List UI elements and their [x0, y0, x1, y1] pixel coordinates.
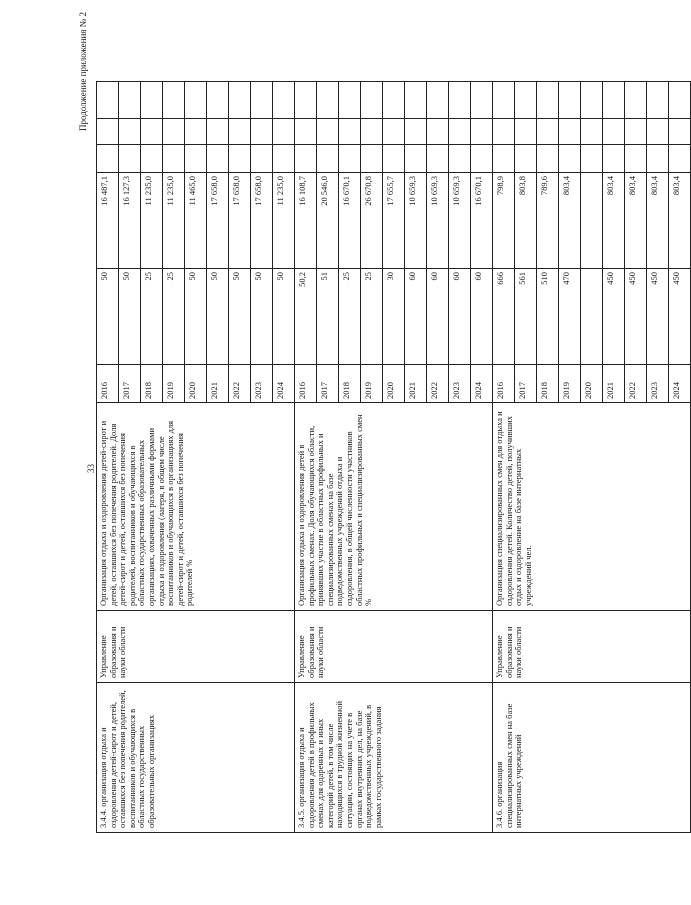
count-cell: 60 — [427, 268, 448, 364]
year-cell: 2023 — [251, 364, 272, 402]
empty-cell — [537, 82, 558, 118]
empty-cell — [383, 144, 404, 172]
empty-cell — [273, 118, 294, 144]
measure-name: 3.4.6. организация специализированных смен на базе интернатных учреждений — [493, 682, 690, 832]
empty-cell — [383, 118, 404, 144]
empty-cell — [119, 82, 140, 118]
empty-cell — [493, 144, 514, 172]
year-cell: 2021 — [207, 364, 228, 402]
empty-cell — [295, 118, 316, 144]
empty-cell — [581, 118, 602, 144]
empty-cell — [625, 144, 646, 172]
count-cell: 50,2 — [295, 268, 316, 364]
empty-cell — [163, 144, 184, 172]
year-cell: 2016 — [493, 364, 514, 402]
sum-cell — [581, 172, 602, 268]
description-text: Организация специализированных смен для отдыха и оздоровления детей. Количество детей, получивших отдых и оздоровление на базе интернатных учреждений — [494, 411, 533, 606]
count-cell: 450 — [603, 268, 624, 364]
sum-cell: 789,6 — [537, 172, 558, 268]
empty-cell — [229, 118, 250, 144]
sum-cell: 17 658,0 — [251, 172, 272, 268]
empty-cell — [581, 144, 602, 172]
empty-cell — [515, 118, 536, 144]
empty-cell — [427, 82, 448, 118]
count-cell: 60 — [405, 268, 426, 364]
sum-cell: 803,4 — [625, 172, 646, 268]
table-row — [162, 82, 184, 402]
empty-cell — [361, 82, 382, 118]
page-number: 33 — [86, 464, 96, 473]
count-cell: 510 — [537, 268, 558, 364]
count-cell: 25 — [163, 268, 184, 364]
table-row — [140, 82, 162, 402]
year-cell: 2020 — [185, 364, 206, 402]
measure-name: 3.4.5. организация отдыха и оздоровления детей в профильных сменах для одаренных и иных категорий детей, в том числе находящихся в трудной жизненной ситуации, состоящих на учете в органах внутренних дел, на базе подведомственных учреждений, в рамках государственного задания — [295, 682, 492, 832]
empty-cell — [273, 144, 294, 172]
measure-description — [493, 402, 690, 610]
sum-cell: 803,4 — [647, 172, 668, 268]
year-cell: 2020 — [383, 364, 404, 402]
empty-cell — [405, 144, 426, 172]
empty-cell — [229, 82, 250, 118]
sum-cell: 17 658,0 — [229, 172, 250, 268]
count-cell: 450 — [669, 268, 690, 364]
description-text: Организация отдыха и оздоровления детей в профильных сменах. Доля обучающихся области, принявших участие в областных профильных и специализированных сменах на базе подведомственных учреждений отдыха и оздоровления, в общей численности участников областных профильных и специализированных смен — [296, 414, 364, 606]
year-cell: 2023 — [647, 364, 668, 402]
table-section — [294, 82, 492, 832]
empty-cell — [141, 144, 162, 172]
empty-cell — [361, 144, 382, 172]
table-row — [558, 82, 580, 402]
empty-cell — [669, 144, 690, 172]
table-row — [448, 82, 470, 402]
table-section — [492, 82, 690, 832]
empty-cell — [647, 82, 668, 118]
table-row — [602, 82, 624, 402]
empty-cell — [603, 118, 624, 144]
empty-cell — [669, 118, 690, 144]
empty-cell — [317, 82, 338, 118]
measure-description — [97, 402, 294, 610]
table-row — [272, 82, 294, 402]
year-cell: 2021 — [603, 364, 624, 402]
measure-description — [295, 402, 492, 610]
empty-cell — [185, 144, 206, 172]
empty-cell — [207, 82, 228, 118]
empty-cell — [647, 144, 668, 172]
year-cell: 2016 — [295, 364, 316, 402]
year-rows — [493, 82, 690, 402]
sum-cell: 11 235,0 — [273, 172, 294, 268]
empty-cell — [625, 118, 646, 144]
count-cell: 470 — [559, 268, 580, 364]
page-heading: Продолжение приложения № 2 — [78, 12, 88, 132]
sum-cell: 17 655,7 — [383, 172, 404, 268]
empty-cell — [449, 82, 470, 118]
year-cell: 2017 — [317, 364, 338, 402]
program-table — [96, 81, 691, 833]
table-row — [470, 82, 492, 402]
empty-cell — [251, 144, 272, 172]
count-cell: 60 — [449, 268, 470, 364]
year-cell: 2017 — [119, 364, 140, 402]
empty-cell — [515, 144, 536, 172]
sum-cell: 803,8 — [515, 172, 536, 268]
empty-cell — [405, 118, 426, 144]
count-cell: 666 — [493, 268, 514, 364]
year-cell: 2020 — [581, 364, 602, 402]
empty-cell — [251, 118, 272, 144]
sum-cell: 803,4 — [669, 172, 690, 268]
count-cell: 51 — [317, 268, 338, 364]
empty-cell — [537, 118, 558, 144]
unit: % — [184, 559, 195, 567]
empty-cell — [559, 144, 580, 172]
empty-cell — [449, 144, 470, 172]
table-row — [646, 82, 668, 402]
empty-cell — [141, 82, 162, 118]
sum-cell: 798,9 — [493, 172, 514, 268]
empty-cell — [317, 118, 338, 144]
table-row — [514, 82, 536, 402]
sum-cell: 16 670,1 — [339, 172, 360, 268]
table-row — [536, 82, 558, 402]
year-cell: 2019 — [361, 364, 382, 402]
year-cell: 2018 — [339, 364, 360, 402]
count-cell: 50 — [273, 268, 294, 364]
year-cell: 2016 — [97, 364, 118, 402]
measure-name: 3.4.4. организация отдыха и оздоровления детей-сирот и детей, оставшихся без попечения родителей, воспитанников и обучающихся в областных государственных образовательных организациях — [97, 682, 294, 832]
empty-cell — [141, 118, 162, 144]
year-cell: 2021 — [405, 364, 426, 402]
empty-cell — [97, 82, 118, 118]
table-row — [206, 82, 228, 402]
year-cell: 2023 — [449, 364, 470, 402]
empty-cell — [449, 118, 470, 144]
count-cell: 30 — [383, 268, 404, 364]
executor: Управление образования и науки области — [97, 610, 294, 682]
empty-cell — [119, 118, 140, 144]
sum-cell: 16 670,1 — [471, 172, 492, 268]
table-row — [118, 82, 140, 402]
empty-cell — [427, 118, 448, 144]
sum-cell: 803,4 — [559, 172, 580, 268]
year-cell: 2022 — [427, 364, 448, 402]
sum-cell: 803,4 — [603, 172, 624, 268]
count-cell: 25 — [141, 268, 162, 364]
sum-cell: 26 670,8 — [361, 172, 382, 268]
empty-cell — [361, 118, 382, 144]
year-cell: 2018 — [537, 364, 558, 402]
empty-cell — [515, 82, 536, 118]
year-cell: 2019 — [559, 364, 580, 402]
table-row — [338, 82, 360, 402]
empty-cell — [625, 82, 646, 118]
count-cell: 60 — [471, 268, 492, 364]
year-cell: 2022 — [229, 364, 250, 402]
empty-cell — [383, 82, 404, 118]
sum-cell: 17 658,0 — [207, 172, 228, 268]
empty-cell — [581, 82, 602, 118]
table-row — [624, 82, 646, 402]
empty-cell — [339, 144, 360, 172]
year-rows — [97, 82, 294, 402]
sum-cell: 11 235,0 — [163, 172, 184, 268]
year-cell: 2024 — [669, 364, 690, 402]
count-cell: 25 — [361, 268, 382, 364]
table-row — [668, 82, 690, 402]
executor: Управление образования и науки области — [295, 610, 492, 682]
table-row — [316, 82, 338, 402]
year-cell: 2024 — [471, 364, 492, 402]
table-row — [295, 82, 316, 402]
empty-cell — [119, 144, 140, 172]
empty-cell — [185, 82, 206, 118]
year-rows — [295, 82, 492, 402]
table-row — [580, 82, 602, 402]
table-row — [250, 82, 272, 402]
empty-cell — [97, 144, 118, 172]
count-cell: 50 — [229, 268, 250, 364]
empty-cell — [559, 118, 580, 144]
year-cell: 2024 — [273, 364, 294, 402]
year-cell: 2022 — [625, 364, 646, 402]
table-row — [493, 82, 514, 402]
empty-cell — [97, 118, 118, 144]
empty-cell — [295, 82, 316, 118]
empty-cell — [251, 82, 272, 118]
description-text: Организация отдыха и оздоровления детей-сирот и детей, оставшихся без попечения родителей. Доля детей-сирот и детей, оставшихся без попечения родителей, воспитанников и обучающихся в областных государственных образовательных организациях, охваченных различными формами отдыха и оздоровления (лагеря, в общем числе воспитанников и обучающихся в организациях для детей-сирот и детей, оставшихся без попечения родителей — [98, 420, 195, 606]
count-cell: 450 — [625, 268, 646, 364]
sum-cell: 11 465,0 — [185, 172, 206, 268]
empty-cell — [427, 144, 448, 172]
empty-cell — [537, 144, 558, 172]
empty-cell — [405, 82, 426, 118]
empty-cell — [295, 144, 316, 172]
year-cell: 2019 — [163, 364, 184, 402]
empty-cell — [603, 82, 624, 118]
empty-cell — [493, 118, 514, 144]
sum-cell: 10 659,3 — [427, 172, 448, 268]
count-cell: 50 — [185, 268, 206, 364]
table-row — [404, 82, 426, 402]
table-section — [97, 82, 294, 832]
table-row — [360, 82, 382, 402]
empty-cell — [229, 144, 250, 172]
year-cell: 2018 — [141, 364, 162, 402]
empty-cell — [471, 118, 492, 144]
empty-cell — [603, 144, 624, 172]
sum-cell: 10 659,3 — [449, 172, 470, 268]
sum-cell: 10 659,3 — [405, 172, 426, 268]
empty-cell — [339, 118, 360, 144]
sum-cell: 20 546,0 — [317, 172, 338, 268]
unit: % — [363, 598, 374, 606]
empty-cell — [669, 82, 690, 118]
empty-cell — [559, 82, 580, 118]
empty-cell — [207, 144, 228, 172]
count-cell: 50 — [251, 268, 272, 364]
empty-cell — [647, 118, 668, 144]
table-row — [426, 82, 448, 402]
count-cell: 25 — [339, 268, 360, 364]
count-cell: 50 — [97, 268, 118, 364]
empty-cell — [273, 82, 294, 118]
sum-cell: 16 108,7 — [295, 172, 316, 268]
empty-cell — [339, 82, 360, 118]
empty-cell — [317, 144, 338, 172]
sum-cell: 16 487,1 — [97, 172, 118, 268]
table-row — [184, 82, 206, 402]
empty-cell — [493, 82, 514, 118]
table-row — [228, 82, 250, 402]
count-cell — [581, 268, 602, 364]
count-cell: 50 — [207, 268, 228, 364]
executor: Управление образования и науки области — [493, 610, 690, 682]
empty-cell — [163, 118, 184, 144]
table-row — [97, 82, 118, 402]
empty-cell — [207, 118, 228, 144]
sum-cell: 11 235,0 — [141, 172, 162, 268]
count-cell: 50 — [119, 268, 140, 364]
count-cell: 450 — [647, 268, 668, 364]
year-cell: 2017 — [515, 364, 536, 402]
empty-cell — [185, 118, 206, 144]
unit: чел. — [522, 545, 533, 560]
empty-cell — [471, 144, 492, 172]
count-cell: 561 — [515, 268, 536, 364]
table-row — [382, 82, 404, 402]
sum-cell: 16 127,3 — [119, 172, 140, 268]
empty-cell — [471, 82, 492, 118]
empty-cell — [163, 82, 184, 118]
